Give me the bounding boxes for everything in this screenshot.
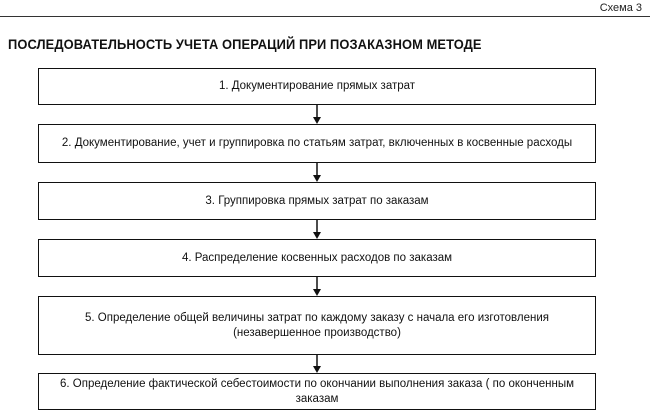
step-5-text-line2: (незавершенное производство) xyxy=(233,326,401,339)
arrowhead-2-3 xyxy=(313,175,321,182)
arrowhead-3-4 xyxy=(313,232,321,239)
step-1-text: 1. Документирование прямых затрат xyxy=(218,80,416,93)
step-6-text: 6. Определение фактической себестоимости по окончании выполнения заказа ( по оконченным заказам xyxy=(59,377,575,405)
step-5-text-line1: 5. Определение общей величины затрат по каждому заказу с начала его изготовления xyxy=(85,311,549,324)
step-3-text: 3. Группировка прямых затрат по заказам xyxy=(205,194,429,207)
diagram-title: ПОСЛЕДОВАТЕЛЬНОСТЬ УЧЕТА ОПЕРАЦИЙ ПРИ ПОЗАКАЗНОМ МЕТОДЕ xyxy=(8,36,482,52)
arrowhead-4-5 xyxy=(313,289,321,296)
step-2-text: 2. Документирование, учет и группировка по статьям затрат, включенных в косвенные расходы xyxy=(61,137,573,150)
arrowhead-5-6 xyxy=(313,366,321,373)
step-4-text: 4. Распределение косвенных расходов по заказам xyxy=(181,251,453,264)
arrowhead-1-2 xyxy=(313,117,321,124)
scheme-label: Схема 3 xyxy=(599,2,642,14)
